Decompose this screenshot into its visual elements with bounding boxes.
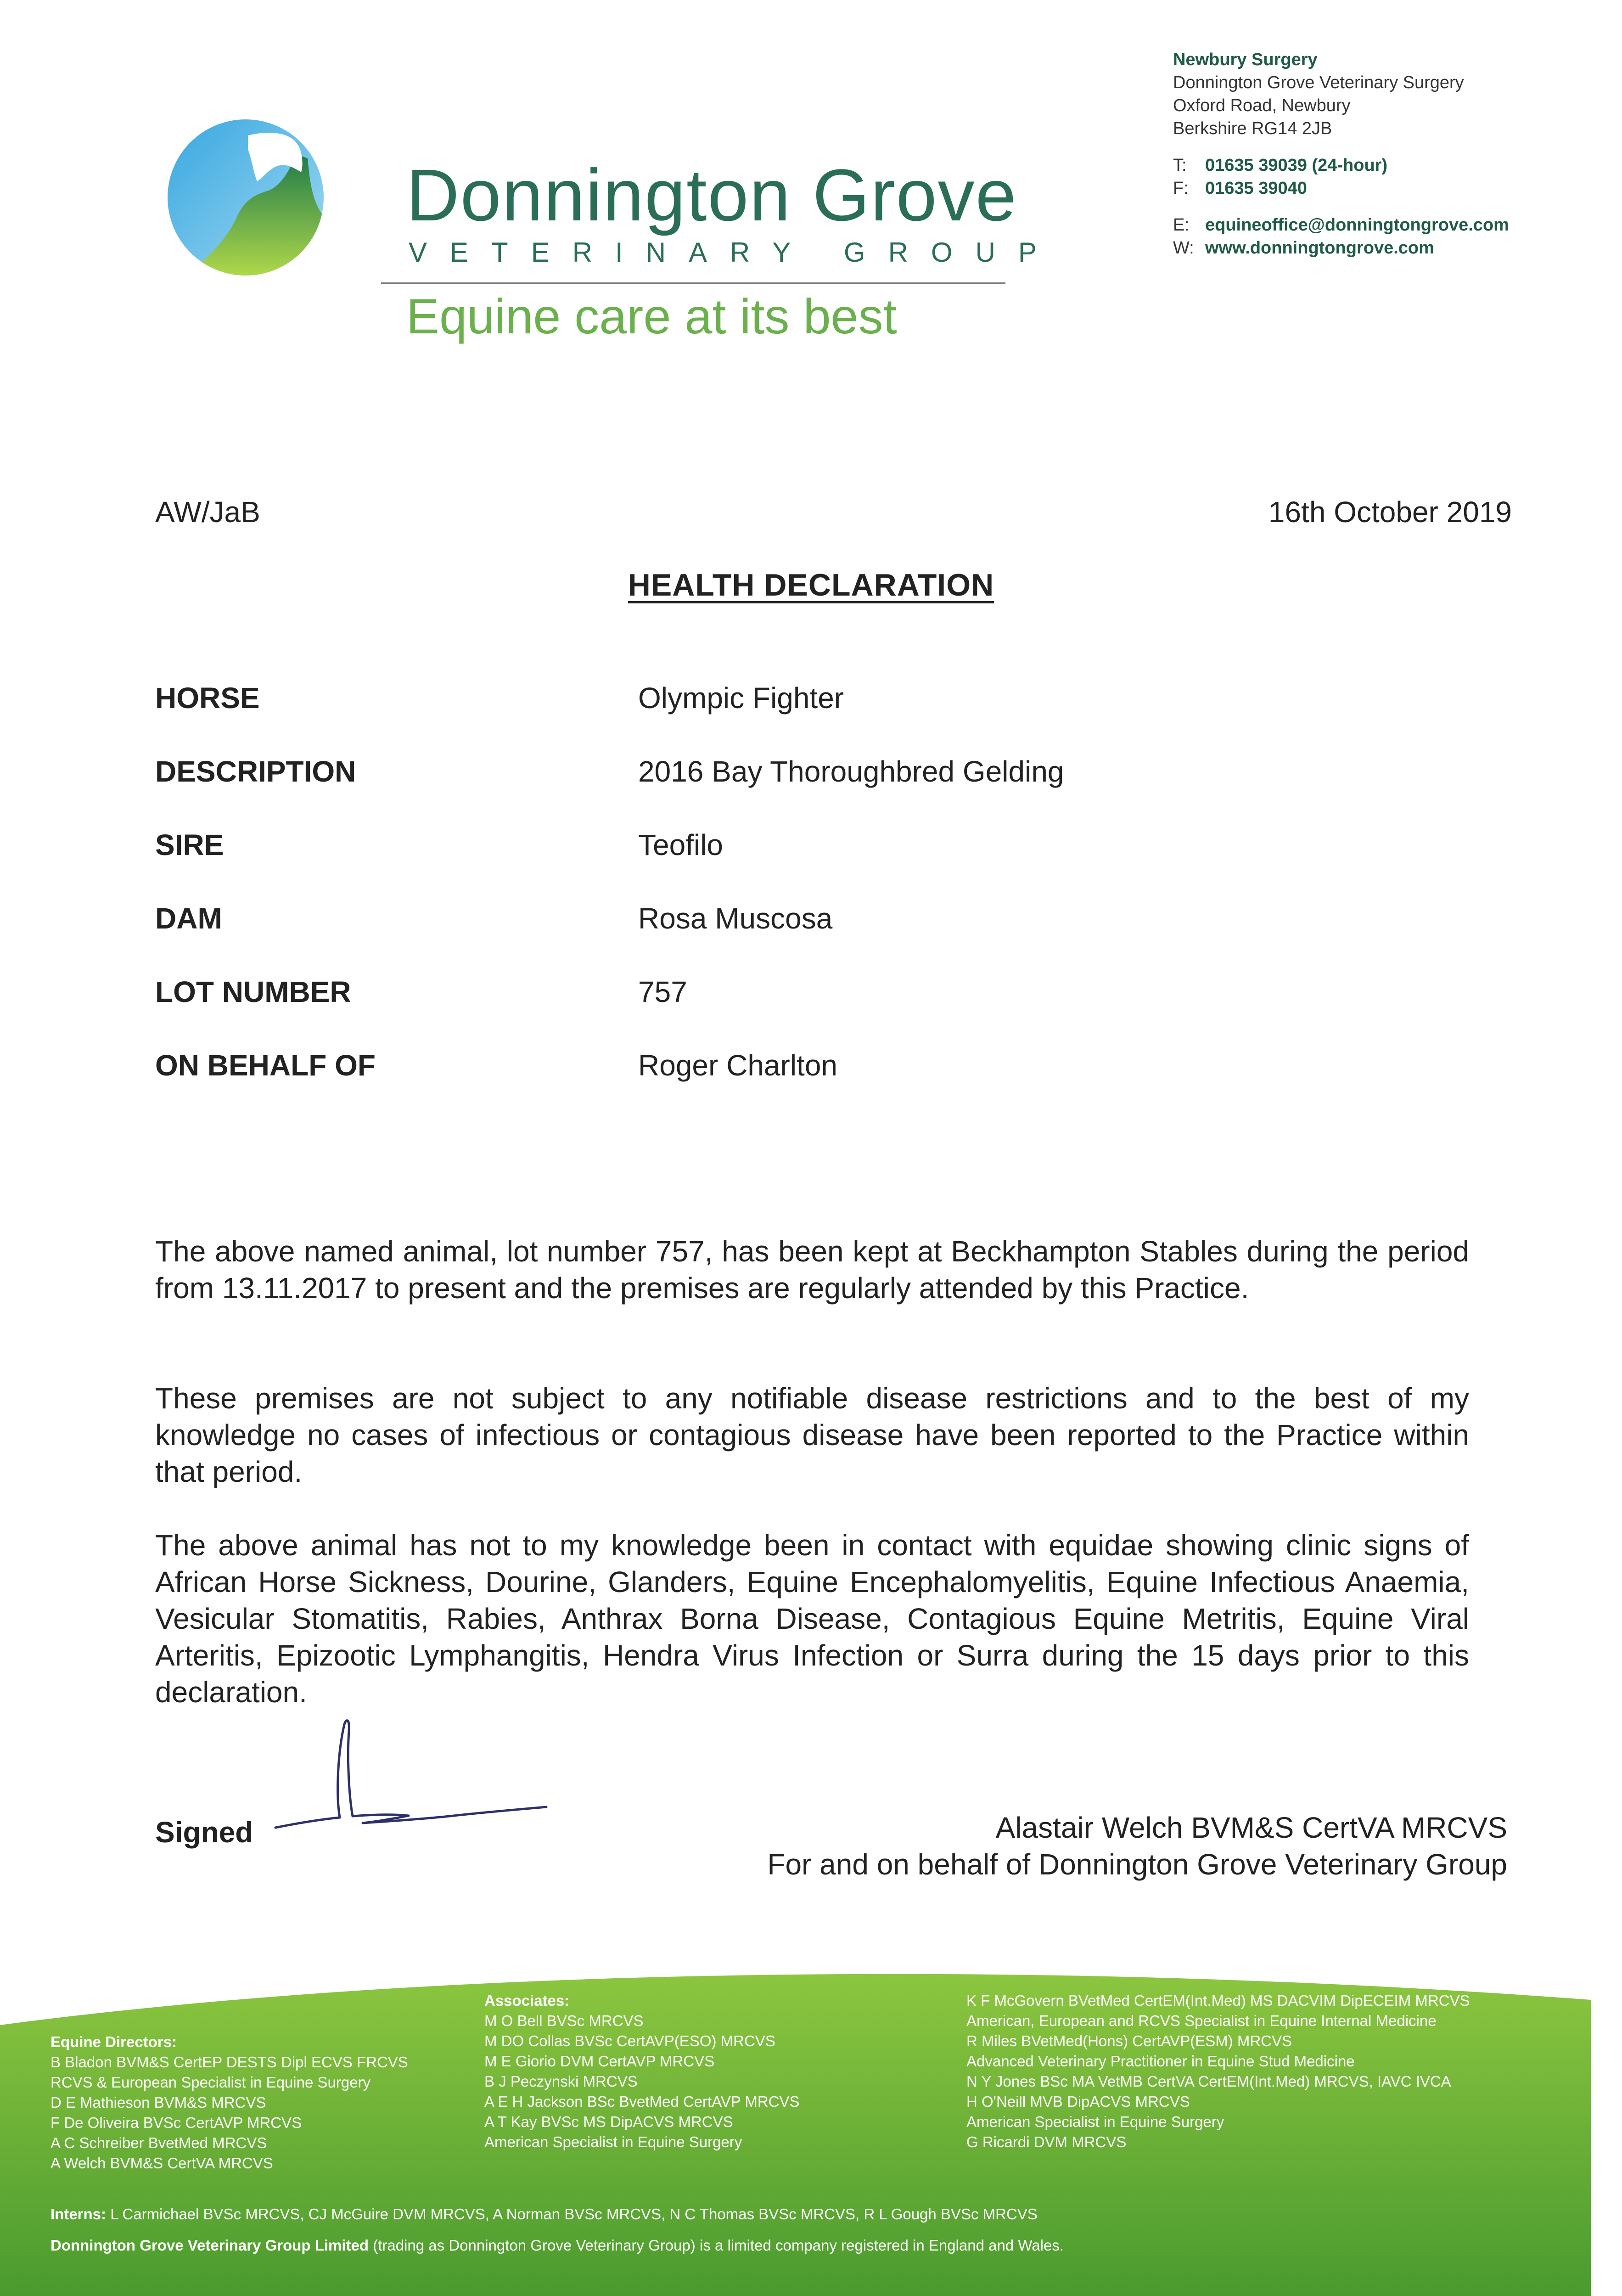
field-value-lot-number: 757	[638, 975, 687, 1008]
associate-entry: M E Giorio DVM CertAVP MRCVS	[484, 2053, 715, 2070]
director-entry: RCVS & European Specialist in Equine Surgery	[51, 2074, 371, 2091]
web-label: W:	[1173, 238, 1194, 258]
specialist-entry: N Y Jones BSc MA VetMB CertVA CertEM(Int.Med) MRCVS, IAVC IVCA	[966, 2073, 1451, 2090]
email-line	[1173, 214, 1509, 236]
email-label: E:	[1173, 215, 1190, 235]
phone-label: T:	[1173, 156, 1187, 175]
brand-tagline: Equine care at its best	[406, 288, 897, 344]
specialist-entry: Advanced Veterinary Practitioner in Equine Stud Medicine	[966, 2053, 1355, 2070]
associate-entry: M DO Collas BVSc CertAVP(ESO) MRCVS	[484, 2032, 775, 2049]
company-name: Donnington Grove Veterinary Group Limited	[51, 2237, 369, 2254]
director-entry: A Welch BVM&S CertVA MRCVS	[51, 2155, 273, 2172]
field-value-sire: Teofilo	[638, 828, 723, 861]
body-paragraph: These premises are not subject to any notifiable disease restrictions and to the best of my knowledge no cases of infectious or contagious disease have been reported to the Practice within that period.	[155, 1382, 1469, 1488]
field-label-on-behalf-of: ON BEHALF OF	[155, 1049, 376, 1082]
specialist-entry: American Specialist in Equine Surgery	[966, 2113, 1224, 2130]
interns-label: Interns:	[51, 2206, 107, 2223]
address-line: Donnington Grove Veterinary Surgery	[1173, 73, 1464, 92]
interns-list: L Carmichael BVSc MRCVS, CJ McGuire DVM MRCVS, A Norman BVSc MRCVS, N C Thomas BVSc MRCVS, R L Gough BVSc MRCVS	[110, 2206, 1038, 2223]
specialist-entry: G Ricardi DVM MRCVS	[966, 2133, 1127, 2150]
brand-divider	[381, 282, 1005, 284]
company-registration: (trading as Donnington Grove Veterinary Group) is a limited company registered in England and Wales.	[373, 2237, 1064, 2254]
letter-date: 16th October 2019	[1268, 495, 1512, 529]
directors-heading: Equine Directors:	[51, 2033, 177, 2050]
brand-subtitle: VETERINARY GROUP	[409, 237, 1060, 268]
field-label-dam: DAM	[155, 902, 222, 935]
field-value-dam: Rosa Muscosa	[638, 902, 833, 935]
associate-entry: A E H Jackson BSc BvetMed CertAVP MRCVS	[484, 2093, 800, 2110]
body-paragraph: The above named animal, lot number 757, has been kept at Beckhampton Stables during the period from 13.11.2017 to present and the premises are regularly attended by this Practice.	[155, 1235, 1469, 1305]
footer-associates	[484, 1991, 800, 2152]
associates-heading: Associates:	[484, 1992, 570, 2009]
surgery-name: Newbury Surgery	[1173, 50, 1318, 69]
phone-line	[1173, 154, 1509, 177]
body-paragraph: The above animal has not to my knowledge been in contact with equidae showing clinic signs of African Horse Sickness, Dourine, Glanders, Equine Encephalomyelitis, Equine Infectious Anaemia, Vesicular Stomatitis, Rabies, Anthrax Borna Disease, Contagious Equine Metritis, Equine Viral Arteritis, Epizootic Lymphangitis, Hendra Virus Infection or Surra during the 15 days prior to this declaration.	[155, 1529, 1469, 1709]
director-entry: F De Oliveira BVSc CertAVP MRCVS	[51, 2114, 302, 2131]
web-line	[1173, 236, 1509, 259]
horse-logo-icon	[156, 103, 335, 282]
specialist-entry: K F McGovern BVetMed CertEM(Int.Med) MS DACVIM DipECEIM MRCVS	[966, 1992, 1470, 2009]
field-value-description: 2016 Bay Thoroughbred Gelding	[638, 755, 1064, 788]
fax-number: 01635 39040	[1205, 179, 1307, 198]
field-label-lot-number: LOT NUMBER	[155, 975, 351, 1008]
fax-label: F:	[1173, 179, 1189, 198]
contact-block	[1173, 48, 1509, 259]
email-link[interactable]: equineoffice@donningtongrove.com	[1205, 215, 1509, 235]
footer-specialists	[966, 1991, 1470, 2152]
footer-directors	[51, 2032, 408, 2173]
associate-entry: B J Peczynski MRCVS	[484, 2073, 638, 2090]
director-entry: B Bladon BVM&S CertEP DESTS Dipl ECVS FRCVS	[51, 2054, 408, 2071]
field-label-sire: SIRE	[155, 828, 224, 861]
document-title-text: HEALTH DECLARATION	[628, 568, 994, 602]
website-link[interactable]: www.donningtongrove.com	[1205, 238, 1434, 258]
signature-graphic	[271, 1713, 556, 1846]
field-label-description: DESCRIPTION	[155, 755, 356, 788]
signer-block	[767, 1809, 1507, 1883]
footer-interns	[51, 2204, 1038, 2224]
associate-entry: American Specialist in Equine Surgery	[484, 2133, 742, 2150]
associate-entry: A T Kay BVSc MS DipACVS MRCVS	[484, 2113, 733, 2130]
director-entry: D E Mathieson BVM&S MRCVS	[51, 2094, 266, 2111]
field-label-horse: HORSE	[155, 681, 260, 715]
fax-line	[1173, 177, 1509, 200]
signed-label: Signed	[155, 1816, 253, 1849]
document-title	[0, 567, 1622, 603]
phone-number[interactable]: 01635 39039 (24-hour)	[1205, 156, 1388, 175]
director-entry: A C Schreiber BvetMed MRCVS	[51, 2134, 267, 2151]
brand-name: Donnington Grove	[406, 154, 1017, 236]
specialist-entry: American, European and RCVS Specialist in Equine Internal Medicine	[966, 2012, 1437, 2029]
signer-organisation: For and on behalf of Donnington Grove Veterinary Group	[767, 1848, 1507, 1881]
letter-reference: AW/JaB	[155, 495, 260, 529]
footer-company	[51, 2235, 1064, 2256]
specialist-entry: H O'Neill MVB DipACVS MRCVS	[966, 2093, 1190, 2110]
field-value-horse: Olympic Fighter	[638, 681, 844, 715]
specialist-entry: R Miles BVetMed(Hons) CertAVP(ESM) MRCVS	[966, 2032, 1292, 2049]
address-line: Berkshire RG14 2JB	[1173, 119, 1332, 138]
associate-entry: M O Bell BVSc MRCVS	[484, 2012, 644, 2029]
address-line: Oxford Road, Newbury	[1173, 96, 1351, 115]
field-value-on-behalf-of: Roger Charlton	[638, 1049, 837, 1082]
signer-name: Alastair Welch BVM&S CertVA MRCVS	[995, 1811, 1507, 1844]
